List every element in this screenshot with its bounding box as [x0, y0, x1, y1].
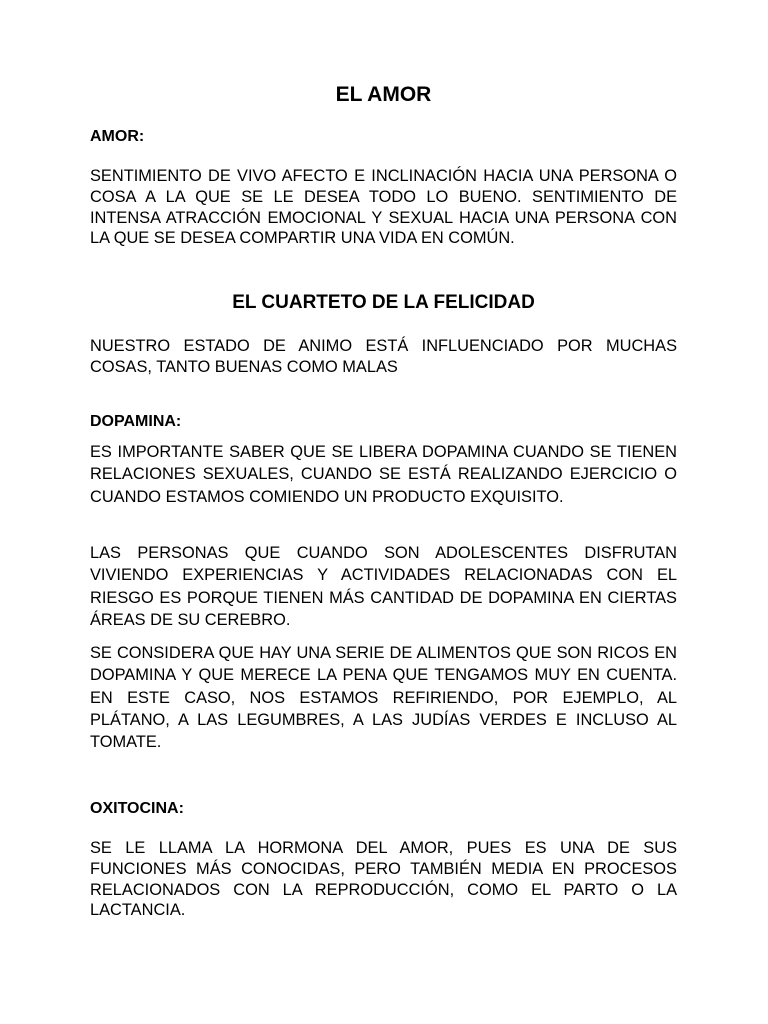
paragraph-amor-definition: SENTIMIENTO DE VIVO AFECTO E INCLINACIÓN HACIA UNA PERSONA O COSA A LA QUE SE LE DESEA TODO LO BUENO. SENTIMIENTO DE INTENSA ATRACCIÓN EMOCIONAL Y SEXUAL HACIA UNA PERSONA CON LA QUE SE DESEA COMPARTIR UNA VIDA EN COMÚN. — [90, 167, 677, 248]
section-heading-amor: AMOR: — [90, 128, 145, 145]
section-heading-oxitocina: OXITOCINA: — [90, 800, 184, 817]
document-title: EL AMOR — [335, 83, 432, 106]
paragraph-estado-animo: NUESTRO ESTADO DE ANIMO ESTÁ INFLUENCIADO POR MUCHAS COSAS, TANTO BUENAS COMO MALAS — [90, 337, 677, 376]
paragraph-oxitocina: SE LE LLAMA LA HORMONA DEL AMOR, PUES ES UNA DE SUS FUNCIONES MÁS CONOCIDAS, PERO TAMBIÉN MEDIA EN PROCESOS RELACIONADOS CON LA REPRODUCCIÓN, COMO EL PARTO O LA LACTANCIA. — [90, 839, 677, 920]
section-title-cuarteto: EL CUARTETO DE LA FELICIDAD — [232, 292, 535, 313]
paragraph-dopamina-1: ES IMPORTANTE SABER QUE SE LIBERA DOPAMINA CUANDO SE TIENEN RELACIONES SEXUALES, CUANDO SE ESTÁ REALIZANDO EJERCICIO O CUANDO ESTAMOS COMIENDO UN PRODUCTO EXQUISITO. — [90, 443, 677, 506]
section-heading-dopamina: DOPAMINA: — [90, 413, 182, 430]
paragraph-dopamina-3: SE CONSIDERA QUE HAY UNA SERIE DE ALIMENTOS QUE SON RICOS EN DOPAMINA Y QUE MERECE LA PENA QUE TENGAMOS MUY EN CUENTA. EN ESTE CASO, NOS ESTAMOS REFIRIENDO, POR EJEMPLO, AL PLÁTANO, A LAS LEGUMBRES, A LAS JUDÍAS VERDES E INCLUSO AL TOMATE. — [90, 644, 677, 752]
paragraph-dopamina-2: LAS PERSONAS QUE CUANDO SON ADOLESCENTES DISFRUTAN VIVIENDO EXPERIENCIAS Y ACTIVIDADES RELACIONADAS CON EL RIESGO ES PORQUE TIENEN MÁS CANTIDAD DE DOPAMINA EN CIERTAS ÁREAS DE SU CEREBRO. — [90, 544, 677, 629]
